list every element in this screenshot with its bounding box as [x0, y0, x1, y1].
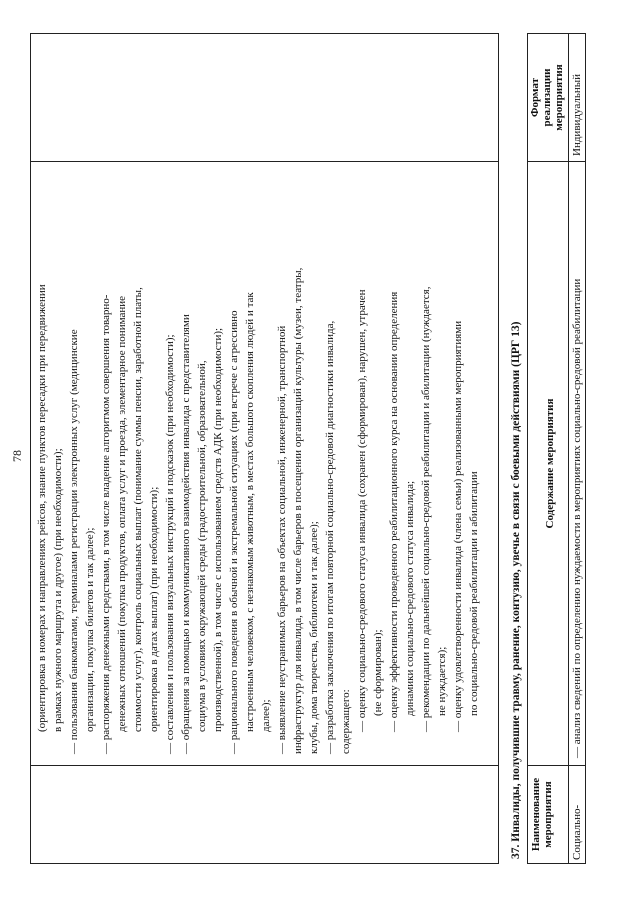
content-line: производственной), в том числе с использованием средств АДК (при необходимости);: [212, 327, 224, 732]
content-line: — оценку удовлетворенности инвалида (члена семьи) реализованными мероприятиями: [452, 320, 464, 732]
row-col-content: — анализ сведений по определению нуждаемости в мероприятиях социально-средовой реабилитации: [571, 278, 583, 758]
lower-table-header-divider: [568, 34, 569, 864]
content-line: — оценку эффективности проведенного реабилитационного курса на основании определения: [388, 291, 400, 732]
content-line: ориентировка в датах выплат) (при необходимости);: [148, 486, 160, 732]
upper-table-border-bottom: [498, 34, 499, 864]
upper-table-border-left: [30, 863, 499, 864]
upper-table-col-divider-2: [30, 161, 499, 162]
content-line: денежных отношений (покупка продуктов, оплата услуг и проезда, элементарное понимание: [116, 295, 128, 732]
header-col-format-line3: мероприятия: [553, 64, 565, 131]
content-line: организации, покупка билетов и так далее);: [84, 527, 96, 732]
content-line: — составления и пользования визуальных инструкций и подсказок (при необходимости);: [164, 334, 176, 754]
upper-table-border-right: [30, 33, 499, 34]
content-line: содержащего:: [340, 689, 352, 754]
row-col-name: Социально-: [571, 804, 583, 860]
content-line: по социально-средовой реабилитации и абилитации: [468, 471, 480, 716]
header-col-name-line2: мероприятия: [542, 781, 554, 848]
upper-table-border-top: [30, 34, 31, 864]
header-col-format-line2: реализации: [541, 68, 553, 127]
content-line: — выявление неустранимых барьеров на объектах социальной, инженерной, транспортной: [276, 325, 288, 754]
content-line: клубы, дома творчества, библиотеки и так далее);: [308, 521, 320, 754]
content-line: — распоряжения денежными средствами, в том числе владение алгоритмом совершения товарно-: [100, 294, 112, 754]
section-heading: 37. Инвалиды, получившие травму, ранение, контузию, увечье в связи с боевыми действиями (ЦРГ 13): [510, 321, 522, 859]
page-number: 78: [10, 450, 24, 462]
content-line: не нуждается);: [436, 646, 448, 716]
content-line: динамики социально-средового статуса инвалида;: [404, 480, 416, 716]
header-col-format: [529, 34, 565, 161]
header-col-name-line1: Наименование: [530, 777, 542, 852]
content-line: (не сформирован);: [372, 629, 384, 716]
header-col-content: Содержание мероприятия: [544, 398, 556, 529]
content-line: — оценку социально-средового статуса инвалида (сохранен (сформирован), нарушен, утрачен: [356, 289, 368, 732]
content-line: — пользования банкоматами, терминалами регистрации электронных услуг (медицинские: [68, 329, 80, 754]
header-col-name: [530, 766, 554, 863]
content-line: далее);: [260, 699, 272, 732]
content-line: стоимости услуг), контроль социальных выплат (понимание суммы пенсии, заработной платы,: [132, 287, 144, 732]
lower-table-col-divider-2: [527, 161, 586, 162]
header-col-format-line1: Формат: [529, 78, 541, 117]
content-line: (ориентировка в номерах и направлениях рейсов, знание пунктов пересадки при передвижении: [36, 284, 48, 732]
content-line: инфраструктур для инвалида, в том числе барьеров в посещении организаций культуры (музеи, театры,: [292, 267, 304, 754]
content-line: — рационального поведения в обычной и экстремальной ситуациях (при встрече с агрессивно: [228, 310, 240, 754]
content-line: социума в условиях окружающей среды (градостроительной, образовательной,: [196, 360, 208, 732]
content-line: настроенным человеком, с незнакомым животным, в местах большого скопления людей и так: [244, 292, 256, 732]
row-col-format: Индивидуальный: [571, 74, 583, 156]
lower-table-border-left: [527, 863, 586, 864]
lower-table-border-top: [527, 34, 528, 864]
content-line: — разработка заключения по итогам повторной социально-средовой диагностики инвалида,: [324, 320, 336, 754]
content-line: — рекомендации по дальнейшей социально-средовой реабилитации и абилитации (нуждается,: [420, 286, 432, 732]
upper-table-col-divider-1: [30, 765, 499, 766]
content-line: — обращения за помощью и коммуникативного взаимодействия инвалида с представителями: [180, 314, 192, 754]
lower-table-border-bottom: [585, 34, 586, 864]
content-line: в рамках нужного маршрута и другое) (при необходимости);: [52, 448, 64, 732]
